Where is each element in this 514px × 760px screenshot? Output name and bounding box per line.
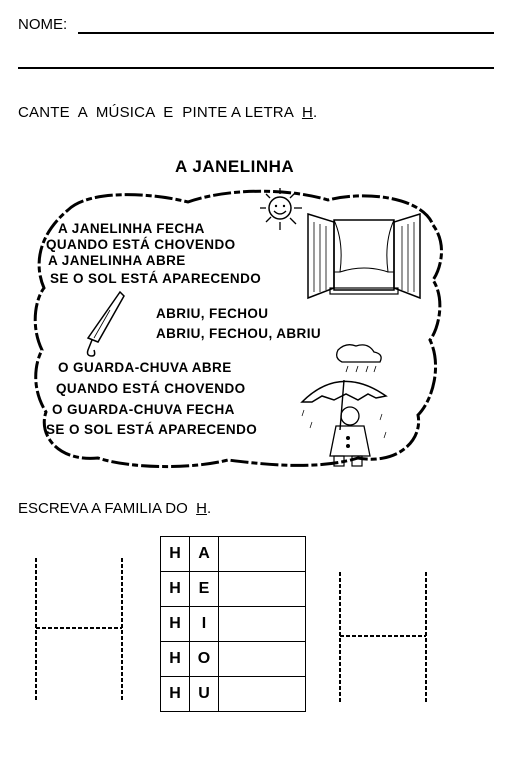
write-instruction-text: ESCREVA A FAMILIA DO	[18, 500, 197, 517]
song-line-5: ABRIU, FECHOU	[156, 306, 269, 321]
vowel-cell: A	[190, 537, 219, 572]
vowel-cell: U	[190, 677, 219, 712]
write-instruction	[18, 500, 211, 517]
song-line-7: O GUARDA-CHUVA ABRE	[58, 360, 232, 375]
vowel-cell: O	[190, 642, 219, 677]
name-answer-line-2[interactable]	[18, 67, 494, 69]
consonant-cell: H	[161, 572, 190, 607]
song-line-10: SE O SOL ESTÁ APARECENDO	[46, 422, 258, 437]
song-line-2: QUANDO ESTÁ CHOVENDO	[46, 237, 236, 252]
closed-umbrella-icon	[80, 288, 130, 360]
sing-instruction-letter: H	[301, 104, 313, 121]
family-table	[160, 536, 306, 712]
song-line-4: SE O SOL ESTÁ APARECENDO	[50, 271, 262, 286]
song-line-8: QUANDO ESTÁ CHOVENDO	[56, 381, 246, 396]
consonant-cell: H	[161, 677, 190, 712]
answer-cell[interactable]	[219, 642, 306, 677]
song-line-6: ABRIU, FECHOU, ABRIU	[156, 326, 321, 341]
consonant-cell: H	[161, 607, 190, 642]
sing-instruction	[18, 104, 317, 121]
table-row	[161, 537, 306, 572]
trace-letter-h-left[interactable]	[30, 556, 130, 702]
table-row	[161, 572, 306, 607]
answer-cell[interactable]	[219, 572, 306, 607]
song-title: A JANELINHA	[175, 157, 295, 176]
name-label: NOME:	[18, 16, 68, 33]
write-instruction-suffix: .	[206, 500, 212, 517]
song-line-9: O GUARDA-CHUVA FECHA	[52, 402, 235, 417]
consonant-cell: H	[161, 642, 190, 677]
table-row	[161, 607, 306, 642]
song-line-1: A JANELINHA FECHA	[58, 221, 205, 236]
sun-icon	[252, 186, 304, 234]
vowel-cell: I	[190, 607, 219, 642]
vowel-cell: E	[190, 572, 219, 607]
table-row	[161, 677, 306, 712]
trace-letter-h-right[interactable]	[336, 570, 432, 706]
window-illustration	[304, 212, 424, 302]
answer-cell[interactable]	[219, 677, 306, 712]
answer-cell[interactable]	[219, 607, 306, 642]
answer-cell[interactable]	[219, 537, 306, 572]
table-row	[161, 642, 306, 677]
name-answer-line[interactable]	[78, 32, 494, 34]
write-instruction-letter: H	[196, 500, 207, 517]
consonant-cell: H	[161, 537, 190, 572]
song-line-3: A JANELINHA ABRE	[48, 253, 186, 268]
child-umbrella-illustration	[298, 340, 398, 472]
sing-instruction-text: CANTE A MÚSICA E PINTE A LETRA	[18, 104, 302, 121]
sing-instruction-suffix: .	[313, 104, 318, 121]
